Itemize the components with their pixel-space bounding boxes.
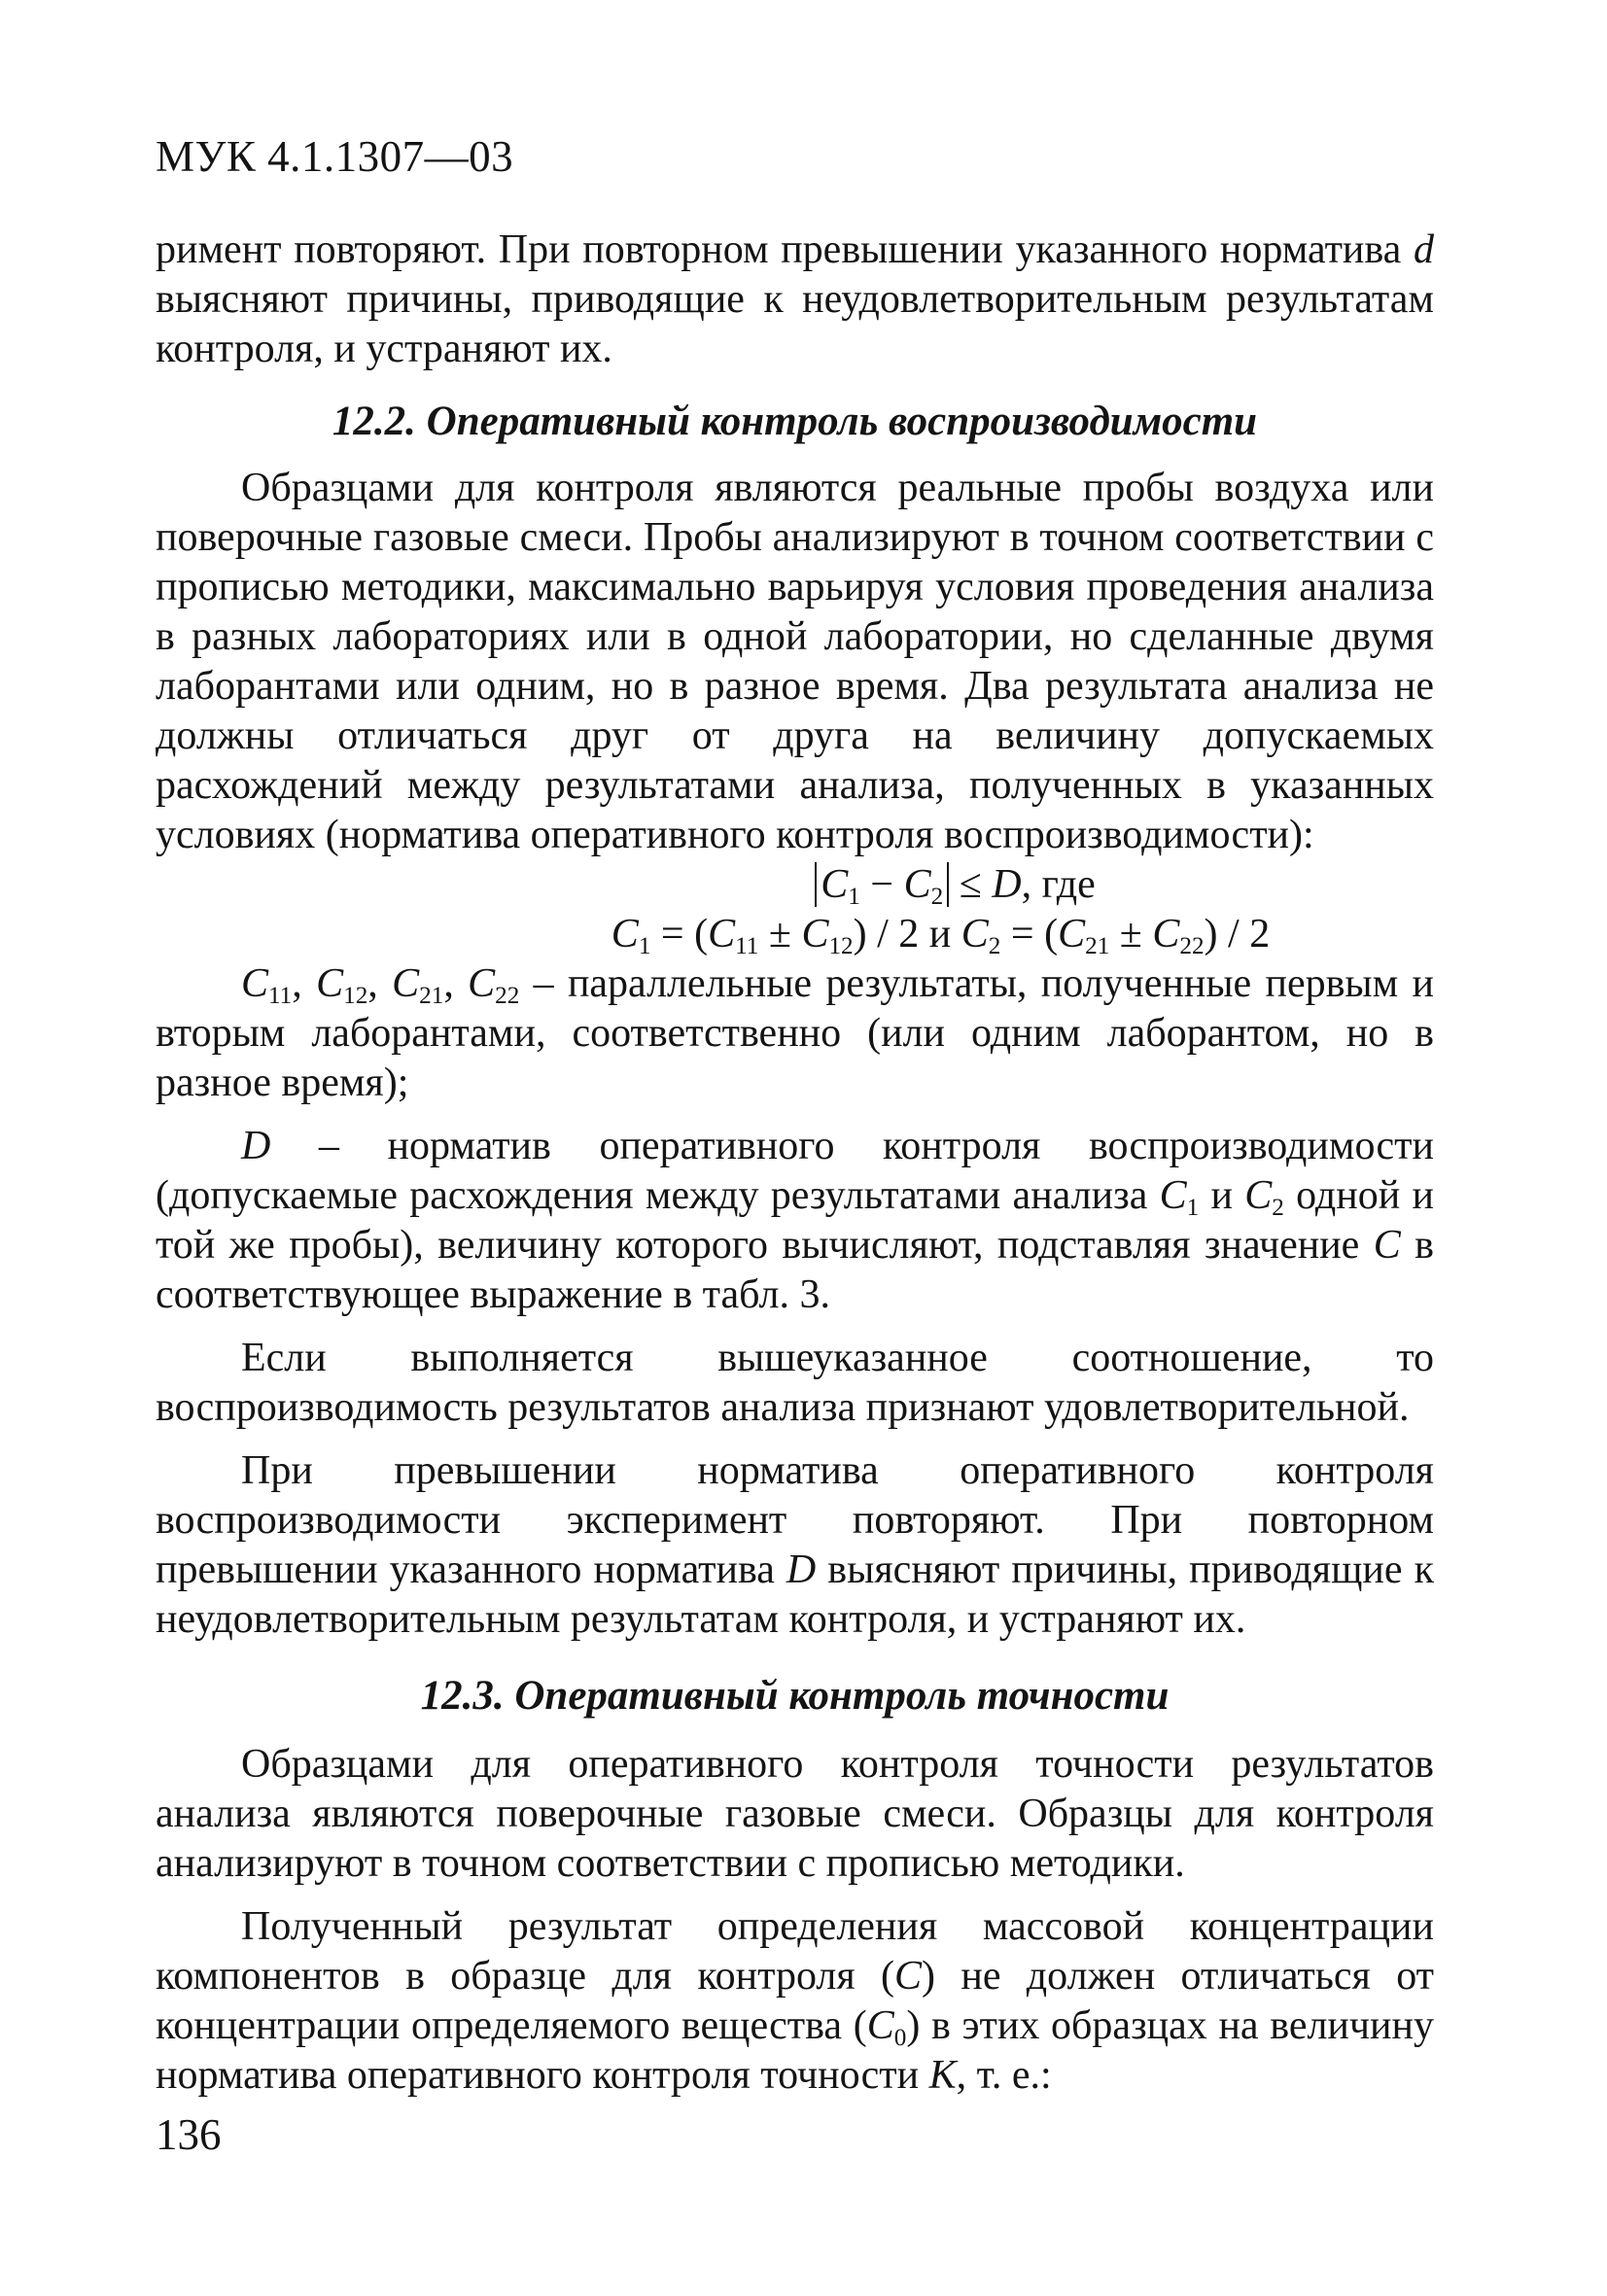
section-12-2-heading: 12.2. Оперативный контроль воспроизводимости	[332, 399, 1258, 444]
page-content	[156, 226, 1434, 2101]
continuation-paragraph: римент повторяют. При повторном превышении указанного норматива d выясняют причины, приводящие к неудовлетворительным результатам контроля, и устраняют их.	[156, 227, 1434, 371]
document-code-header: МУК 4.1.1307—03	[156, 132, 514, 181]
section-12-2-paragraph-2: $C_{11}$, $C_{12}$, $C_{21}$, $C_{22}$ – параллельные результаты, полученные первым и вторым лаборантами, соответственно (или одним лаборантом, но в разное время);	[156, 961, 1435, 1105]
page-number: 136	[156, 2110, 222, 2159]
section-12-2-paragraph-4: Если выполняется вышеуказанное соотношение, то воспроизводимость результатов анализа признают удовлетворительной.	[156, 1336, 1434, 1430]
section-12-2-paragraph-5: При превышении норматива оперативного контроля воспроизводимости эксперимент повторяют. При повторном превышении указанного норматива D выясняют причины, приводящие к неудовлетворительным результатам контроля, и устраняют их.	[156, 1448, 1434, 1642]
section-12-2-paragraph-1: Образцами для контроля являются реальные пробы воздуха или поверочные газовые смеси. Пробы анализируют в точном соответствии с прописью методики, максимально варьируя условия проведения анализа в разных лабораториях или в одной лаборатории, но сделанные двумя лаборантами или одним, но в разное время. Два результата анализа не должны отличаться друг от друга на величину допускаемых расхождений между результатами анализа, полученных в указанных условиях (норматива оперативного контроля воспроизводимости):	[156, 466, 1434, 857]
formula-reproducibility: $C_1 - C_2 \le D$, где	[156, 860, 1434, 910]
section-12-3-paragraph-2: Полученный результат определения массовой концентрации компонентов в образце для контроля (C) не должен отличаться от концентрации определяемого вещества $(C_0)$ в этих образцах на величину норматива оперативного контроля точности K, т. е.:	[156, 1904, 1434, 2098]
section-12-3-heading: 12.3. Оперативный контроль точности	[420, 1673, 1170, 1719]
formula-averages: $C_1 = (C_{11} \pm C_{12}) / 2$ и $C_2 = (C_{21} \pm C_{22}) / 2$	[611, 912, 1271, 959]
section-12-2-paragraph-3: D – норматив оперативного контроля воспроизводимости (допускаемые расхождения между результатами анализа $C_1$ и $C_2$ одной и той же пробы), величину которого вычисляют, подставляя значение C в соответствующее выражение в табл. 3.	[156, 1124, 1434, 1317]
abs-difference: $C_1 - C_2$	[815, 862, 949, 907]
section-12-3-paragraph-1: Образцами для оперативного контроля точности результатов анализа являются поверочные газовые смеси. Образцы для контроля анализируют в точном соответствии с прописью методики.	[156, 1742, 1434, 1886]
